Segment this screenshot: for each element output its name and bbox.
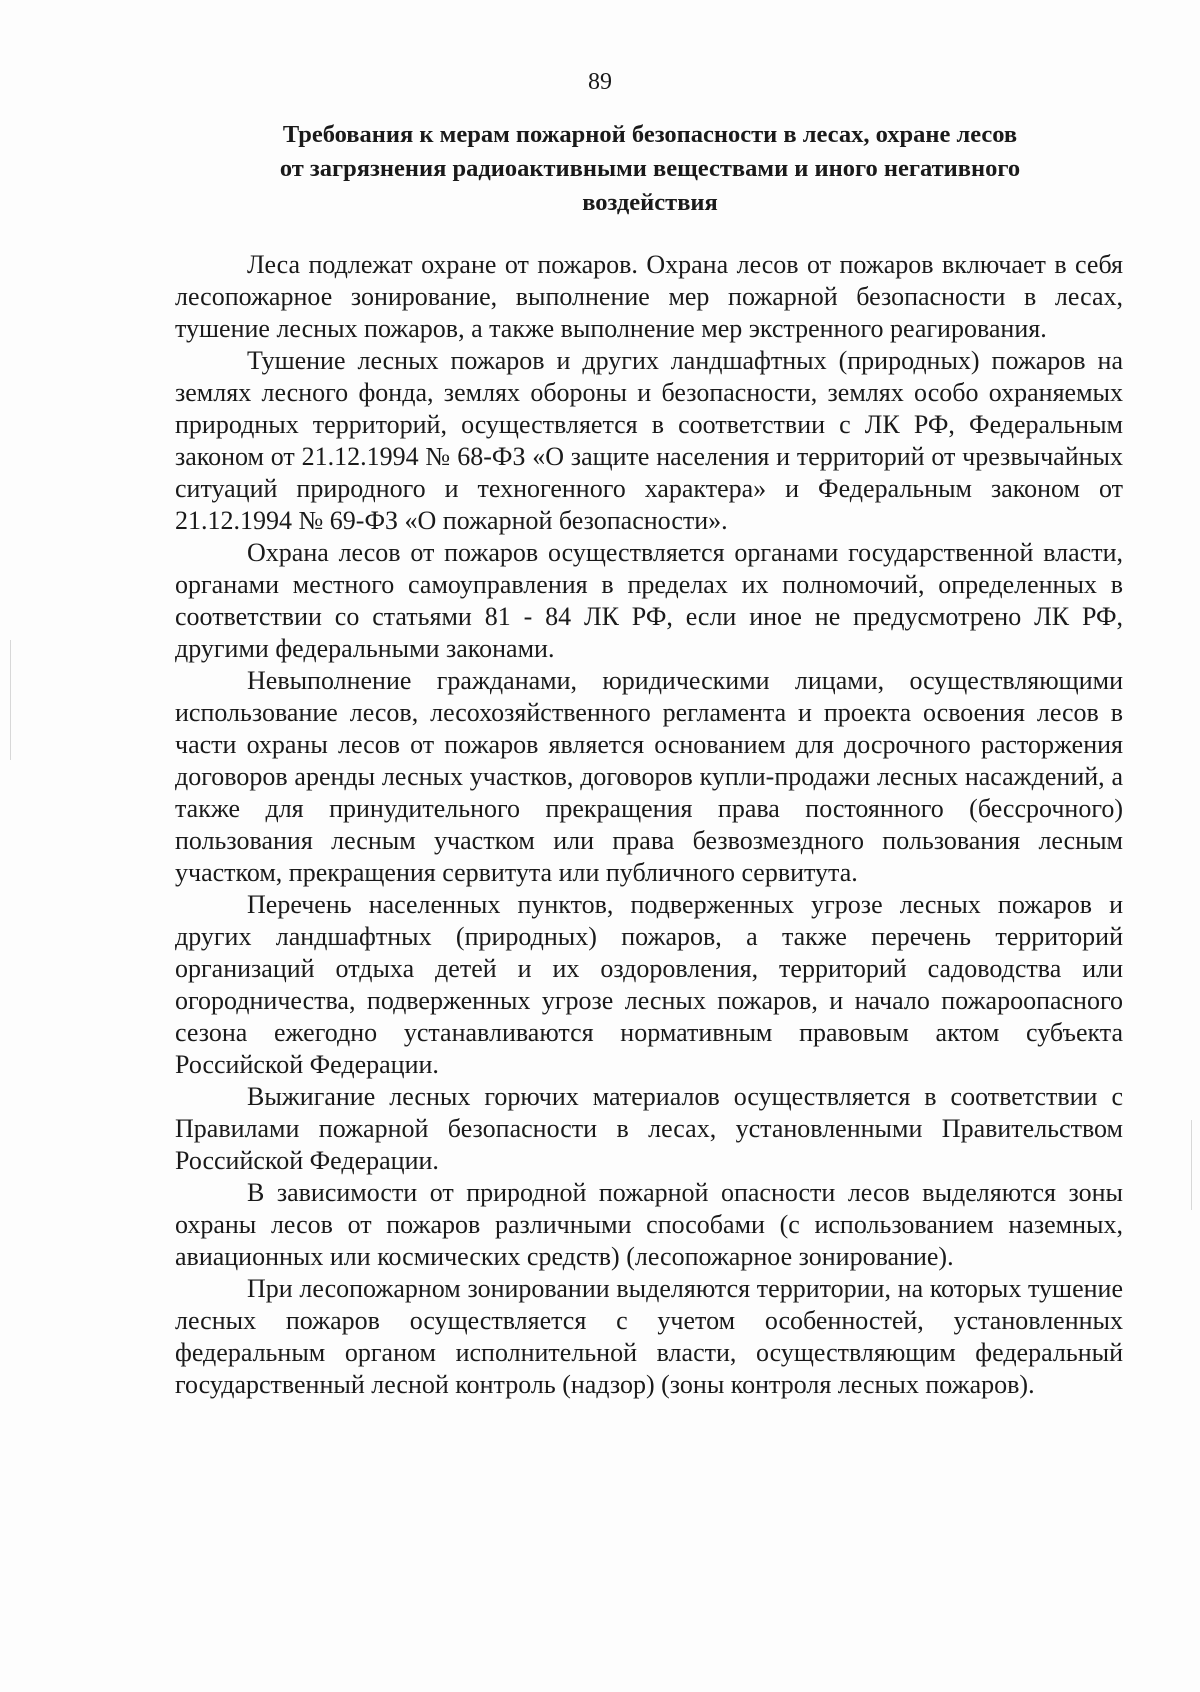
heading-line: воздействия — [582, 189, 718, 216]
paragraph: Перечень населенных пунктов, подверженных угрозе лесных пожаров и других ландшафтных (природных) пожаров, а также перечень территорий организаций отдыха детей и их оздоровления, территорий садоводства или огородничества, подверженных угрозе лесных пожаров, и начало пожароопасного сезона ежегодно устанавливаются нормативным правовым актом субъекта Российской Федерации. — [175, 890, 1123, 1079]
heading-line: Требования к мерам пожарной безопасности в лесах, охране лесов — [282, 121, 1018, 148]
paragraph: В зависимости от природной пожарной опасности лесов выделяются зоны охраны лесов от пожаров различными способами (с использованием наземных, авиационных или космических средств) (лесопожарное зонирование). — [175, 1178, 1123, 1271]
heading-line: от загрязнения радиоактивными веществами и иного негативного — [279, 155, 1021, 182]
paragraph: Выжигание лесных горючих материалов осуществляется в соответствии с Правилами пожарной безопасности в лесах, установленными Правительством Российской Федерации. — [175, 1082, 1123, 1175]
body-text — [175, 249, 1123, 1401]
paragraph: Тушение лесных пожаров и других ландшафтных (природных) пожаров на землях лесного фонда, землях обороны и безопасности, землях особо охраняемых природных территорий, осуществляется в соответствии с ЛК РФ, Федеральным законом от 21.12.1994 № 68-ФЗ «О защите населения и территорий от чрезвычайных ситуаций природного и техногенного характера» и Федеральным законом от 21.12.1994 № 69-ФЗ «О пожарной безопасности». — [175, 346, 1123, 535]
section-heading — [180, 118, 1120, 220]
paragraph: При лесопожарном зонировании выделяются территории, на которых тушение лесных пожаров осуществляется с учетом особенностей, установленных федеральным органом исполнительной власти, осуществляющим федеральный государственный лесной контроль (надзор) (зоны контроля лесных пожаров). — [175, 1274, 1123, 1399]
paragraph: Охрана лесов от пожаров осуществляется органами государственной власти, органами местного самоуправления в пределах их полномочий, определенных в соответствии со статьями 81 - 84 ЛК РФ, если иное не предусмотрено ЛК РФ, другими федеральными законами. — [175, 538, 1123, 663]
scan-artifact-line — [10, 640, 11, 760]
page-number: 89 — [588, 69, 612, 95]
scan-artifact-line — [1191, 1120, 1192, 1210]
paragraph: Леса подлежат охране от пожаров. Охрана лесов от пожаров включает в себя лесопожарное зонирование, выполнение мер пожарной безопасности в лесах, тушение лесных пожаров, а также выполнение мер экстренного реагирования. — [175, 250, 1123, 343]
paragraph: Невыполнение гражданами, юридическими лицами, осуществляющими использование лесов, лесохозяйственного регламента и проекта освоения лесов в части охраны лесов от пожаров является основанием для досрочного расторжения договоров аренды лесных участков, договоров купли-продажи лесных насаждений, а также для принудительного прекращения права постоянного (бессрочного) пользования лесным участком или права безвозмездного пользования лесным участком, прекращения сервитута или публичного сервитута. — [175, 666, 1123, 887]
